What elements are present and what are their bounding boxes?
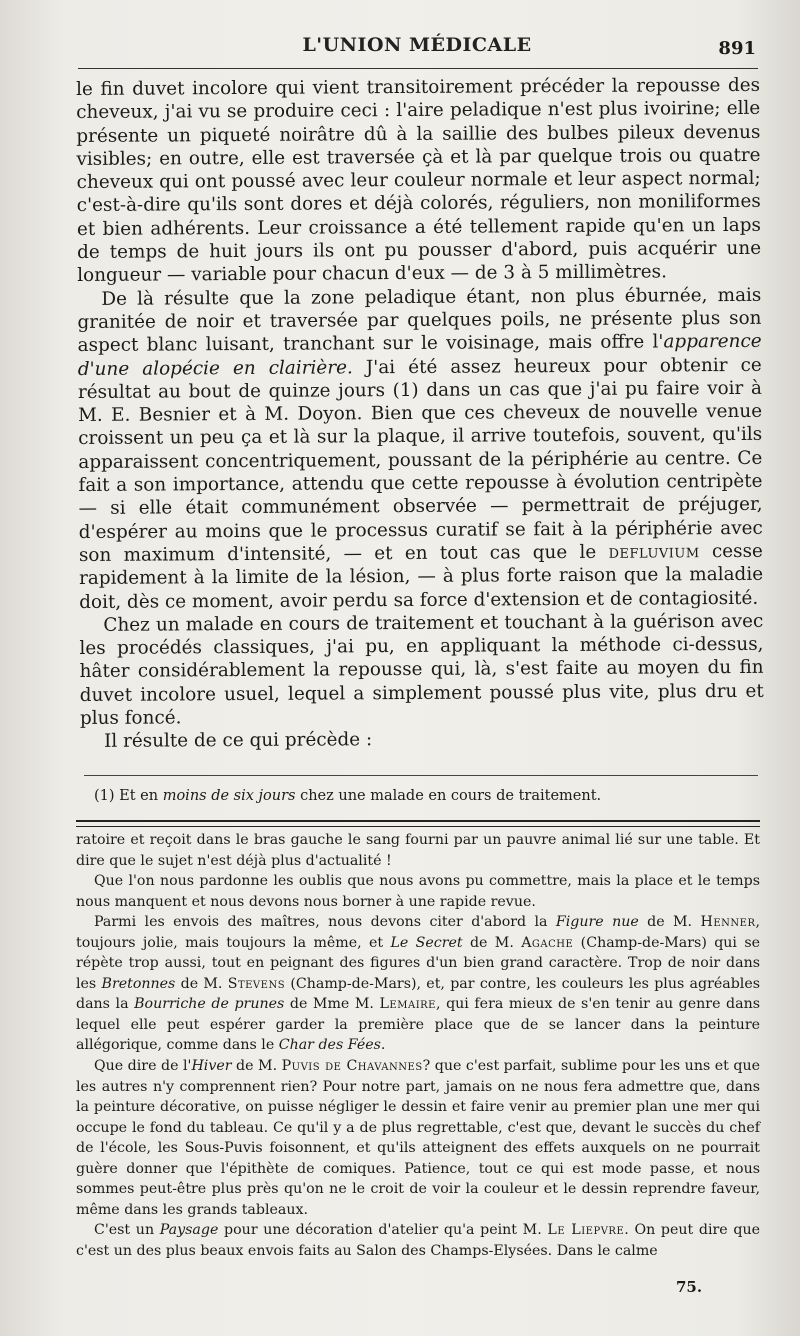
footnote-text-a: (1) Et en bbox=[94, 788, 163, 804]
paragraph-2-text-a: De là résulte que la zone peladique étant, non plus éburnée, mais granitée de noir et traversée par quelques poils, ne présente plus son aspect blanc luisant, tranchant sur le voisinage, mais offre l' bbox=[77, 284, 762, 357]
paragraph-3: Chez un malade en cours de traitement et touchant à la guérison avec les procédés classiques, j'ai pu, en appliquant la méthode ci-dessus, hâter considérablement la repousse qui, là, s'est faite au moyen du fin duvet incolore usuel, lequel a simplement poussé plus vite, plus dru et plus foncé. bbox=[79, 610, 764, 730]
header-rule bbox=[78, 68, 758, 69]
paragraph-2-text-b: J'ai été assez heureux pour obtenir ce résultat au bout de quinze jours (1) dans un cas que j'ai pu faire voir à M. E. Besnier et à M. Doyon. Bien que ces cheveux de nouvelle venue croissent un peu ça et là sur la plaque, il arrive toutefois, souvent, qu'ils apparaissent concentriquement, poussant de la périphérie au centre. Ce fait a son importance, attendu que cette repousse à évolution centripète — si elle était communément observée — permettrait de préjuger, d'espérer au moins que le processus curatif se fait à la périphérie avec son maximum d'intensité, — et en tout cas que le bbox=[77, 354, 763, 566]
main-article bbox=[76, 74, 764, 754]
f4-text: ? que c'est parfait, sublime pour les uns et que les autres n'y comprennent rien? Pour notre part, jamais on ne nous fera admettre que, dans la peinture décorative, on puisse négliger le dessin et faire venir au premier plan une mer qui occupe le fond du tableau. Ce qu'il y a de plus regrettable, c'est que, devant le succès du chef de l'école, les Sous-Puvis foisonnent, et qu'ils atteignent des effets auxquels on ne pourrait guère donner que l'épithète de comiques. Patience, tout ce qui est mode passe, et nous sommes peut-être plus près qu'on ne le croit de voir la couleur et le dessin reprendre faveur, même dans les grands tableaux. bbox=[76, 1058, 760, 1218]
feuilleton-paragraph-5 bbox=[76, 1220, 760, 1261]
feuilleton-paragraph-3 bbox=[76, 912, 760, 1056]
f3-text: de M. bbox=[175, 975, 228, 992]
f3-text: (Champ-de-Mars) qui se répète trop aussi, tout en peignant des figures d'un bien grand caractère. Trop de noir dans les bbox=[76, 934, 760, 992]
defluvium-term: defluvium bbox=[608, 541, 700, 563]
footnote bbox=[94, 786, 754, 806]
paragraph-4: Il résulte de ce qui précède : bbox=[103, 729, 373, 753]
feuilleton-paragraph-4 bbox=[76, 1056, 760, 1220]
feuilleton-divider bbox=[76, 820, 760, 827]
page-number: 891 bbox=[718, 38, 756, 59]
f4-text: Que dire de l' bbox=[94, 1058, 192, 1075]
footnote-rule bbox=[84, 775, 758, 776]
paragraph-2-text-c: cesse rapidement à la limite de la lésion, — à plus forte raison que la maladie doit, dès ce moment, avoir perdu sa force d'extension et de contagiosité. bbox=[78, 540, 764, 613]
f5-italic: Paysage bbox=[159, 1222, 219, 1239]
f4-italic: Hiver bbox=[191, 1058, 232, 1075]
f3-text: de M. bbox=[462, 934, 522, 951]
f4-artist-name: Puvis de Chavannes bbox=[281, 1058, 423, 1075]
f3-text: de M. bbox=[638, 914, 701, 931]
f3-artist-name: Stevens bbox=[227, 975, 286, 992]
footnote-italic: moins de six jours bbox=[162, 788, 296, 804]
f3-artist-name: Agache bbox=[521, 934, 574, 951]
f3-text: (Champ-de-Mars), et, par contre, les couleurs les plus agréables dans la bbox=[76, 975, 760, 1013]
paragraph-2-italic: apparence d'une alopécie en clairière. bbox=[77, 331, 762, 380]
feuilleton bbox=[76, 830, 760, 1261]
footnote-text-b: chez une malade en cours de traitement. bbox=[295, 788, 602, 804]
page-header bbox=[78, 30, 756, 70]
feuilleton-paragraph-2: Que l'on nous pardonne les oublis que nous avons pu commettre, mais la place et le temps nous manquent et nous devons nous borner à une rapide revue. bbox=[76, 873, 760, 910]
folio-number: 75. bbox=[676, 1278, 703, 1296]
paragraph-1: le fin duvet incolore qui vient transitoirement précéder la repousse des cheveux, j'ai vu se produire ceci : l'aire peladique n'est plus ivoirine; elle présente un piqueté noirâtre dû à la saillie des bulbes pileux devenus visibles; en outre, elle est traversée çà et là par quelque trois ou quatre cheveux qui ont poussé avec leur couleur normale et leur aspect normal; c'est-à-dire qu'ils sont dores et déjà colorés, réguliers, non moniliformes et bien adhérents. Leur croissance a été tellement rapide qu'en un laps de temps de huit jours ils ont pu pousser d'abord, puis acquérir une longueur — variable pour chacun d'eux — de 3 à 5 millimètres. bbox=[76, 74, 762, 287]
running-title: L'UNION MÉDICALE bbox=[302, 34, 532, 56]
f4-text: de M. bbox=[231, 1058, 282, 1075]
feuilleton-paragraph-1: ratoire et reçoit dans le bras gauche le sang fourni par un pauvre animal lié sur une table. Et dire que le sujet n'est déjà plus d'actualité ! bbox=[76, 832, 760, 869]
f5-text: pour une décoration d'atelier qu'a peint M. bbox=[218, 1222, 548, 1239]
f3-italic: Figure nue bbox=[555, 914, 639, 931]
f3-artist-name: Lemaire bbox=[379, 996, 436, 1013]
f5-text: C'est un bbox=[94, 1222, 160, 1239]
f3-artist-name: Henner bbox=[700, 914, 756, 931]
f5-artist-name: Le Liepvre bbox=[547, 1222, 625, 1239]
f3-text: , toujours jolie, mais toujours la même, et bbox=[76, 914, 760, 951]
f3-text: Parmi les envois des maîtres, nous devons citer d'abord la bbox=[94, 914, 556, 931]
f3-italic: Bretonnes bbox=[101, 975, 176, 992]
f3-text: de Mme M. bbox=[284, 996, 380, 1013]
paragraph-2 bbox=[77, 283, 763, 613]
f5-text: . On peut dire que c'est un des plus beaux envois faits au Salon des Champs-Elysées. Dans le calme bbox=[76, 1222, 760, 1259]
f3-text: , qui fera mieux de s'en tenir au genre dans lequel elle peut espérer garder la première place que de se lancer dans la peinture allégorique, comme dans le bbox=[76, 996, 761, 1054]
f3-italic: Le Secret bbox=[390, 934, 463, 951]
f3-text: . bbox=[380, 1037, 386, 1054]
f3-italic: Bourriche de prunes bbox=[134, 996, 285, 1013]
f3-italic: Char des Fées bbox=[278, 1037, 381, 1054]
